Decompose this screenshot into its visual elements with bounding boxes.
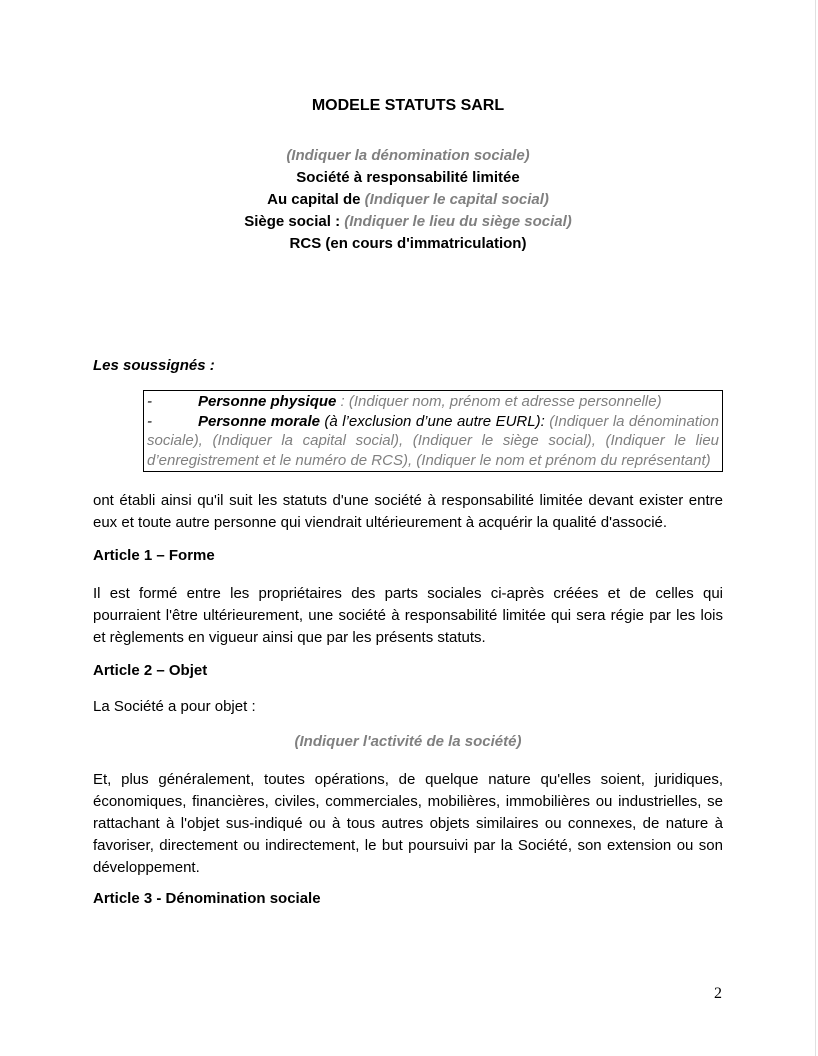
article2-lead: La Société a pour objet : bbox=[93, 698, 256, 715]
document-content bbox=[93, 0, 723, 910]
company-type-line: Société à responsabilité limitée bbox=[296, 169, 520, 186]
signatory-item-physique bbox=[147, 392, 719, 412]
article2-text: Et, plus généralement, toutes opérations, de quelque nature qu'elles soient, juridiques, économiques, financières, civiles, commerciales, mobilières, immobilières ou industrielles, se rattachant à l'objet sus-indiqué ou à tous autres objets similaires ou connexes, de nature à favoriser, directement ou indirectement, le but poursuivi par la Société, son extension ou son développement. bbox=[93, 771, 723, 876]
activity-placeholder: (Indiquer l'activité de la société) bbox=[294, 733, 522, 750]
capital-label: Au capital de bbox=[267, 191, 365, 208]
bullet-dash: - bbox=[147, 393, 152, 410]
siege-line bbox=[93, 211, 723, 233]
document-title: MODELE STATUTS SARL bbox=[311, 97, 505, 114]
article1-heading: Article 1 – Forme bbox=[93, 547, 215, 564]
capital-line bbox=[93, 189, 723, 211]
page-number: 2 bbox=[714, 985, 722, 1002]
signatory-placeholder-physique: (Indiquer nom, prénom et adresse personnelle) bbox=[348, 393, 662, 410]
signatory-item-morale bbox=[147, 412, 719, 471]
signatory-placeholder-morale: (Indiquer la dénomination sociale), (Indiquer la capital social), (Indiquer le siège social), (Indiquer le lieu d’enregistrement et le numéro de RCS), (Indiquer le nom et prénom du représentant) bbox=[147, 412, 719, 469]
article2-heading: Article 2 – Objet bbox=[93, 662, 208, 679]
signatory-qualifier-morale: (à l’exclusion d’une autre EURL): bbox=[319, 412, 550, 430]
siege-placeholder: (Indiquer le lieu du siège social) bbox=[344, 213, 572, 230]
signatory-label-physique: Personne physique bbox=[198, 393, 337, 410]
signatories-box bbox=[143, 390, 723, 472]
article3-heading: Article 3 - Dénomination sociale bbox=[93, 890, 321, 907]
capital-placeholder: (Indiquer le capital social) bbox=[364, 191, 549, 208]
signatory-label-morale: Personne morale bbox=[198, 412, 320, 430]
denomination-placeholder-line bbox=[93, 145, 723, 167]
denomination-placeholder: (Indiquer la dénomination sociale) bbox=[286, 147, 530, 164]
established-paragraph: ont établi ainsi qu'il suit les statuts d'une société à responsabilité limitée devant exister entre eux et toute autre personne qui viendrait ultérieurement à acquérir la qualité d'associé. bbox=[93, 492, 723, 531]
page-edge-line bbox=[815, 0, 816, 1056]
document-subheader bbox=[93, 145, 723, 255]
article1-text: Il est formé entre les propriétaires des parts sociales ci-après créées et de celles qui pourraient l'être ultérieurement, une société à responsabilité limitée qui sera régie par les lois et règlements en vigueur ainsi que par les présents statuts. bbox=[93, 585, 723, 646]
bullet-dash: - bbox=[147, 412, 152, 430]
soussignes-lead: Les soussignés : bbox=[93, 357, 215, 374]
rcs-line: RCS (en cours d'immatriculation) bbox=[289, 235, 527, 252]
signatory-separator: : bbox=[336, 393, 349, 410]
siege-label: Siège social : bbox=[244, 213, 345, 230]
